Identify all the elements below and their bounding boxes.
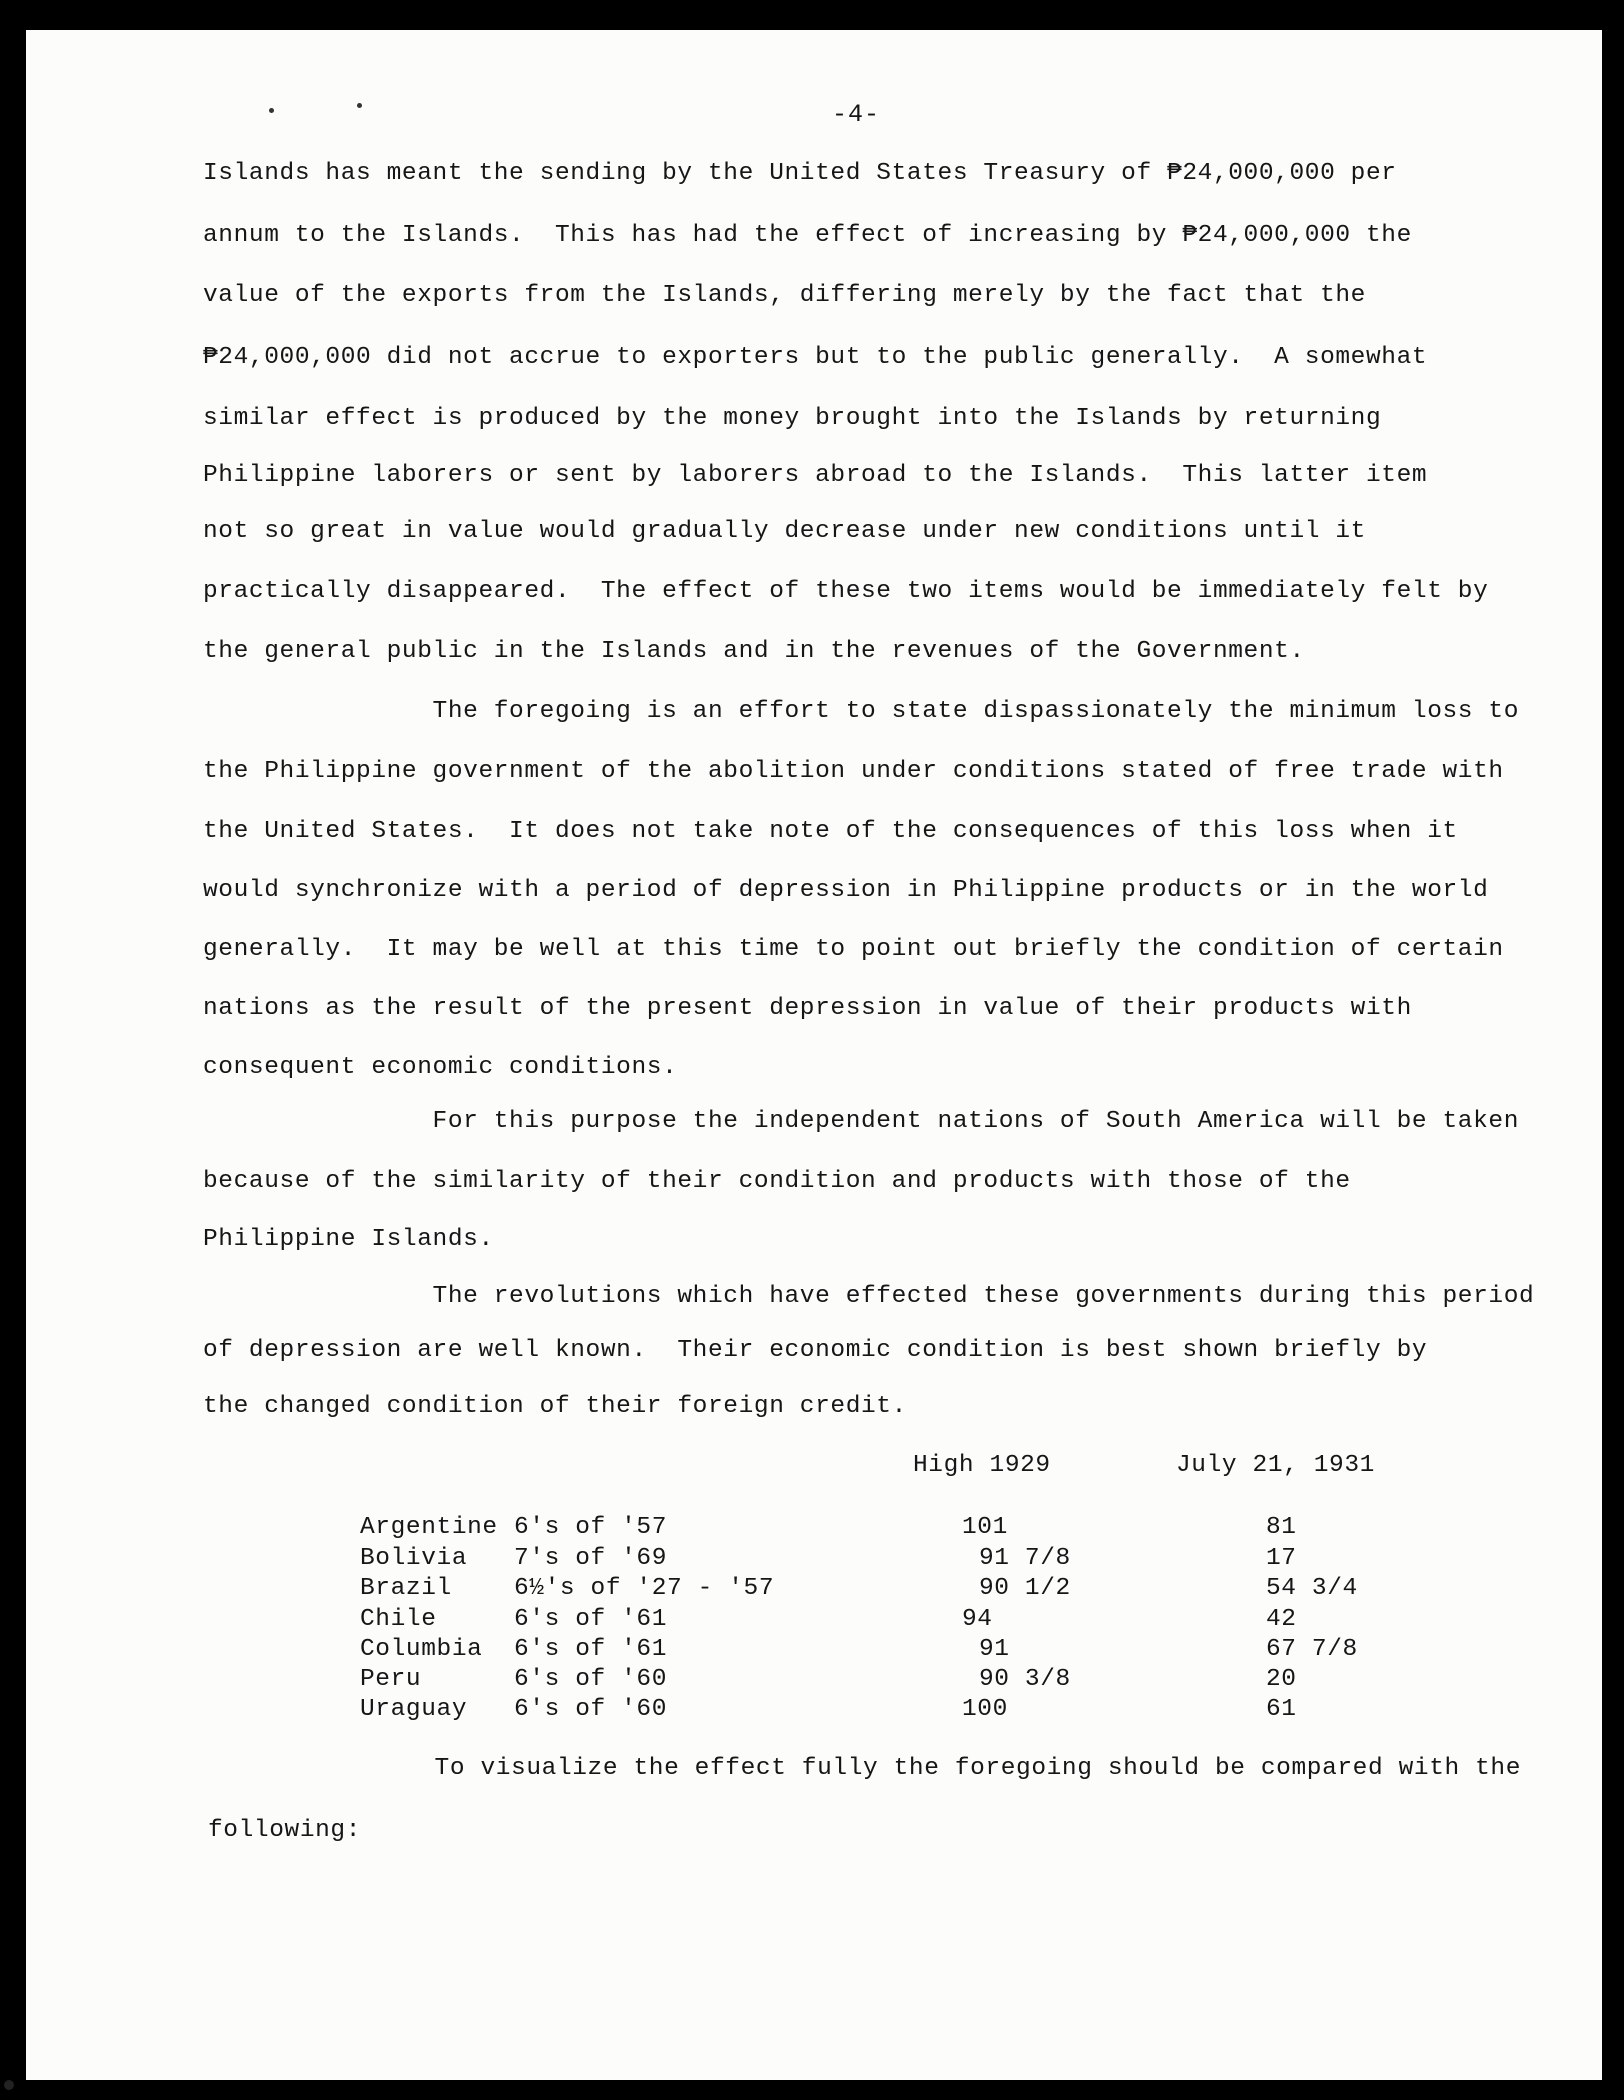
body-line: Philippine laborers or sent by laborers abroad to the Islands. This latter item xyxy=(203,462,1428,489)
column-header-high-1929: High 1929 xyxy=(913,1452,1051,1479)
cell-country: Peru xyxy=(360,1666,422,1693)
body-line: The revolutions which have effected these governments during this period xyxy=(203,1283,1535,1310)
cell-high-1929: 101 xyxy=(962,1514,1008,1541)
cell-country: Bolivia xyxy=(360,1545,468,1572)
closing-line: To visualize the effect fully the foregoing should be compared with the xyxy=(205,1755,1522,1782)
cell-high-1929: 90 1/2 xyxy=(979,1575,1071,1602)
scan-mark xyxy=(4,2080,14,2090)
body-line: similar effect is produced by the money brought into the Islands by returning xyxy=(203,405,1382,432)
cell-high-1929: 90 3/8 xyxy=(979,1666,1071,1693)
body-line: ₱24,000,000 did not accrue to exporters but to the public generally. A somewhat xyxy=(203,344,1428,371)
body-line: value of the exports from the Islands, differing merely by the fact that the xyxy=(203,282,1366,309)
body-line: would synchronize with a period of depression in Philippine products or in the world xyxy=(203,877,1489,904)
cell-july-1931: 81 xyxy=(1266,1514,1297,1541)
body-line: annum to the Islands. This has had the effect of increasing by ₱24,000,000 the xyxy=(203,222,1412,249)
cell-bond: 6's of '57 xyxy=(514,1514,668,1541)
cell-july-1931: 17 xyxy=(1266,1545,1297,1572)
body-line: The foregoing is an effort to state dispassionately the minimum loss to xyxy=(203,698,1520,725)
body-line: Philippine Islands. xyxy=(203,1226,494,1253)
cell-high-1929: 91 xyxy=(979,1636,1010,1663)
cell-country: Argentine xyxy=(360,1514,498,1541)
cell-bond: 6's of '61 xyxy=(514,1606,668,1633)
body-line: For this purpose the independent nations of South America will be taken xyxy=(203,1108,1520,1135)
cell-high-1929: 94 xyxy=(962,1606,993,1633)
cell-july-1931: 42 xyxy=(1266,1606,1297,1633)
cell-bond: 6's of '60 xyxy=(514,1666,668,1693)
cell-bond: 6's of '60 xyxy=(514,1696,668,1723)
body-line: the general public in the Islands and in the revenues of the Government. xyxy=(203,638,1305,665)
body-line: the Philippine government of the abolition under conditions stated of free trade with xyxy=(203,758,1504,785)
column-header-july-1931: July 21, 1931 xyxy=(1176,1452,1375,1479)
paper-speck xyxy=(357,103,362,108)
page-number: -4- xyxy=(832,100,881,129)
cell-high-1929: 91 7/8 xyxy=(979,1545,1071,1572)
body-line: practically disappeared. The effect of these two items would be immediately felt by xyxy=(203,578,1489,605)
body-line: the United States. It does not take note of the consequences of this loss when it xyxy=(203,818,1458,845)
cell-country: Columbia xyxy=(360,1636,483,1663)
cell-country: Brazil xyxy=(360,1575,452,1602)
paper-speck xyxy=(269,108,274,113)
body-line: consequent economic conditions. xyxy=(203,1054,678,1081)
cell-july-1931: 20 xyxy=(1266,1666,1297,1693)
body-line: generally. It may be well at this time to point out briefly the condition of certain xyxy=(203,936,1504,963)
cell-july-1931: 54 3/4 xyxy=(1266,1575,1358,1602)
body-line: Islands has meant the sending by the United States Treasury of ₱24,000,000 per xyxy=(203,160,1397,187)
cell-bond: 6's of '61 xyxy=(514,1636,668,1663)
body-line: nations as the result of the present depression in value of their products with xyxy=(203,995,1412,1022)
cell-country: Uraguay xyxy=(360,1696,468,1723)
body-line: of depression are well known. Their economic condition is best shown briefly by xyxy=(203,1337,1428,1364)
cell-country: Chile xyxy=(360,1606,437,1633)
cell-bond: 7's of '69 xyxy=(514,1545,668,1572)
cell-high-1929: 100 xyxy=(962,1696,1008,1723)
cell-bond: 6½'s of '27 - '57 xyxy=(514,1575,775,1602)
cell-july-1931: 67 7/8 xyxy=(1266,1636,1358,1663)
closing-line: following: xyxy=(208,1817,362,1844)
body-line: the changed condition of their foreign credit. xyxy=(203,1393,907,1420)
cell-july-1931: 61 xyxy=(1266,1696,1297,1723)
body-line: not so great in value would gradually decrease under new conditions until it xyxy=(203,518,1366,545)
body-line: because of the similarity of their condition and products with those of the xyxy=(203,1168,1351,1195)
